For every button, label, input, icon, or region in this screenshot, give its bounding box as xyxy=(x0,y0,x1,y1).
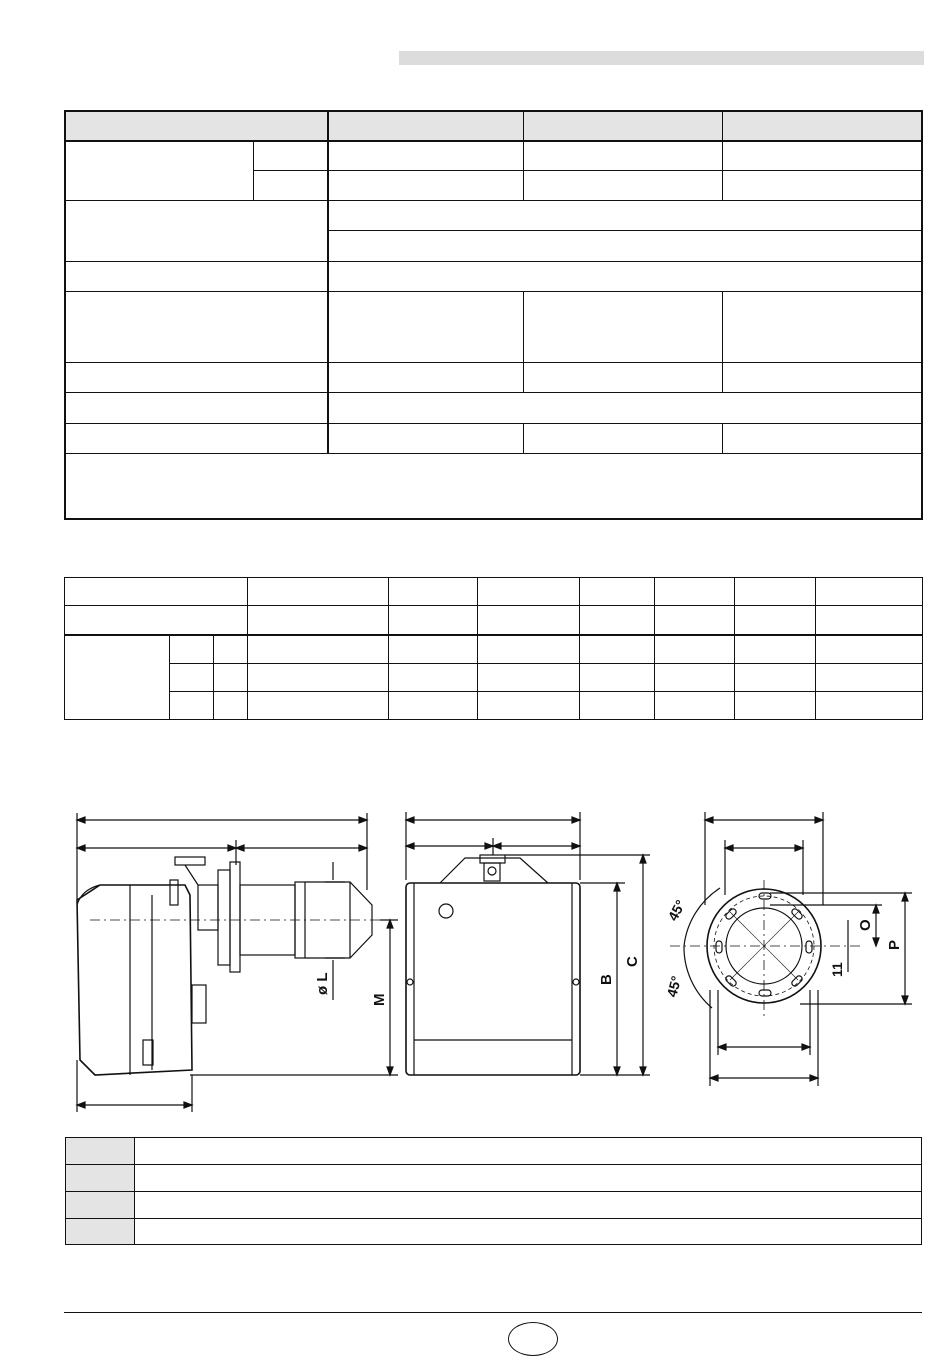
dim-m-label: M xyxy=(371,993,388,1006)
angle-top-label: 45° xyxy=(664,897,689,924)
dim-c-label: C xyxy=(624,956,641,967)
page-number-badge xyxy=(508,1322,558,1356)
angle-bottom-label: 45° xyxy=(663,974,685,999)
dim-o-label: O xyxy=(857,919,874,931)
dim-11-label: 11 xyxy=(829,962,845,977)
dim-p-label: P xyxy=(886,939,903,950)
burner-dimension-drawing xyxy=(0,790,950,1120)
footer-rule xyxy=(64,1312,922,1313)
header-bar xyxy=(399,51,924,65)
dim-b-label: B xyxy=(598,974,615,985)
dim-l-label: ø L xyxy=(314,972,331,995)
